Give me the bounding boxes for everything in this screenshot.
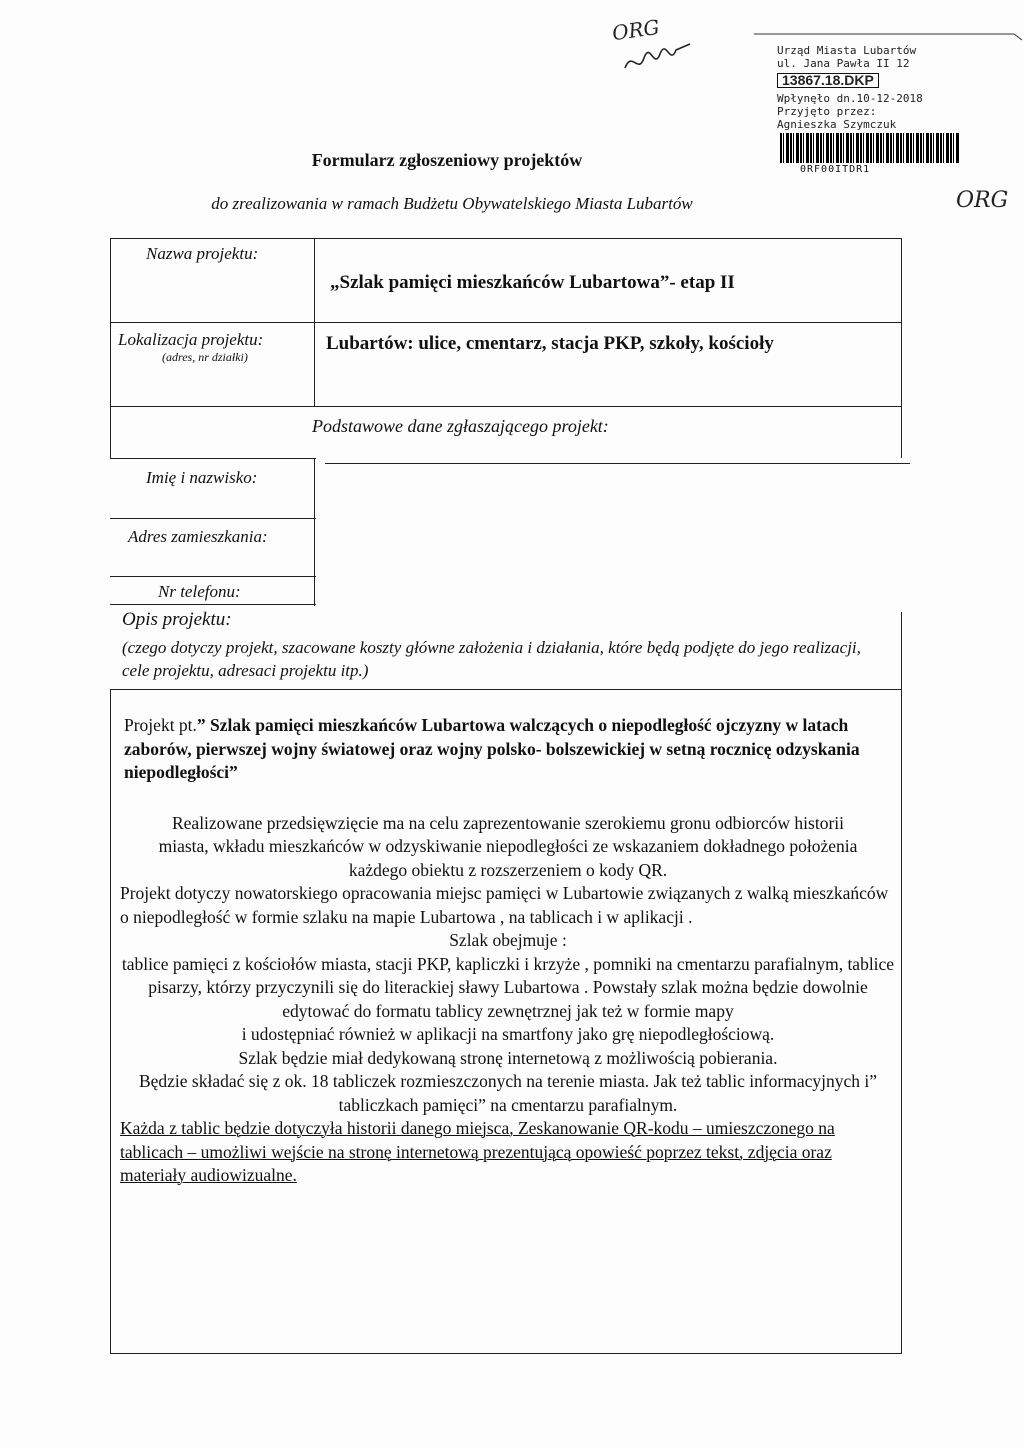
form-subtitle: do zrealizowania w ramach Budżetu Obywatelskiego Miasta Lubartów [211,194,693,213]
table-line [110,406,902,407]
handwritten-initials-top: ORG [610,14,661,46]
stamp-frame-line [752,22,1024,42]
table-line [110,689,902,690]
table-line [110,238,902,239]
stamp-accepted-by: Przyjęto przez: [777,105,877,118]
intro-plain: Projekt pt. [124,715,197,735]
stamp-received: Wpłynęło dn.10-12-2018 [777,92,923,105]
project-full-title: ” Szlak pamięci mieszkańców Lubartowa walczących o niepodległość ojczyzny w latach zaborów, pierwszej wojny światowej oraz wojny polsko- bolszewickiej w setną rocznicę odzyskania niepodległości” [124,715,860,782]
table-line [901,612,902,1353]
applicant-section-header: Podstawowe dane zgłaszającego projekt: [312,416,609,436]
stamp-office: Urząd Miasta Lubartów [777,44,917,57]
paragraph-boards: Będzie składać się z ok. 18 tabliczek rozmieszczonych na terenie miasta. Jak też tablic informacyjnych i” tabliczkach pamięci” na cmentarzu parafialnym. [138,1071,878,1115]
table-line [110,1353,902,1354]
paragraph-qr: Każda z tablic będzie dotyczyła historii danego miejsca, Zeskanowanie QR-kodu – umieszczonego na tablicach – umożliwi wejście na stronę internetową prezentującą opowieść poprzez tekst, zdjęcia oraz materiały audiowizualne. [120,1118,835,1185]
project-title-paragraph [120,714,896,785]
table-line [110,238,111,458]
stamp-name: Agnieszka Szymczuk [777,118,897,131]
project-name-label: Nazwa projektu: [146,244,259,263]
registration-stamp [777,44,923,131]
paragraph-trail-intro: Szlak obejmuje : [449,930,567,950]
fullname-label: Imię i nazwisko: [146,468,258,487]
table-line [110,689,111,1353]
paragraph-aim: Realizowane przedsięwzięcie ma na celu zaprezentowanie szerokiemu gronu odbiorców historii miasta, wkładu mieszkańców w odzyskiwanie niepodległości ze wskazaniem dokładnego położenia każdego obiektu z rozszerzeniem o kody QR. [158,812,858,880]
barcode-text: 0RF00ITDR1 [800,164,871,175]
phone-label: Nr telefonu: [158,582,241,601]
paragraph-website: Szlak będzie miał dedykowaną stronę internetową z możliwością pobierania. [238,1047,778,1068]
paragraph-app: i udostępniać również w aplikacji na smartfony jako grę niepodległościową. [241,1024,775,1044]
project-description [120,714,896,1188]
form-title: Formularz zgłoszeniowy projektów [311,150,583,170]
location-label: Lokalizacja projektu: [118,330,264,349]
table-line [325,463,910,464]
table-line [110,322,902,323]
paragraph-trail-items: tablice pamięci z kościołów miasta, stacji PKP, kapliczki i krzyże , pomniki na cmentarzu parafialnym, tablice pisarzy, którzy przyczynili się do literackiej sławy Lubartowa . Powstały szlak można będzie dowolnie edytować do formatu tablicy zewnętrznej jak też w formie mapy [121,953,895,1021]
table-line [110,576,316,577]
table-line [110,458,316,459]
stamp-address: ul. Jana Pawła II 12 [777,57,910,70]
handwritten-signature [620,30,695,80]
project-name-value: „Szlak pamięci mieszkańców Lubartowa”- etap II [330,272,735,293]
location-hint: (adres, nr działki) [162,350,248,364]
description-hint: (czego dotyczy projekt, szacowane koszty główne założenia i działania, które będą podjęte do jego realizacji, cele projektu, adresaci projektu itp.) [122,638,861,680]
handwritten-initials-right: ORG [956,188,1009,213]
paragraph-scope: Projekt dotyczy nowatorskiego opracowania miejsc pamięci w Lubartowie związanych z walką mieszkańców o niepodległość w formie szlaku na mapie Lubartowa , na tablicach i w aplikacji . [120,883,889,927]
description-label: Opis projektu: [122,609,232,630]
address-label: Adres zamieszkania: [128,527,268,546]
table-line [314,458,315,606]
stamp-number: 13867.18.DKP [777,73,879,88]
location-value: Lubartów: ulice, cmentarz, stacja PKP, szkoły, kościoły [326,333,774,354]
table-line [901,238,902,458]
table-line [110,604,316,605]
table-line [110,518,316,519]
